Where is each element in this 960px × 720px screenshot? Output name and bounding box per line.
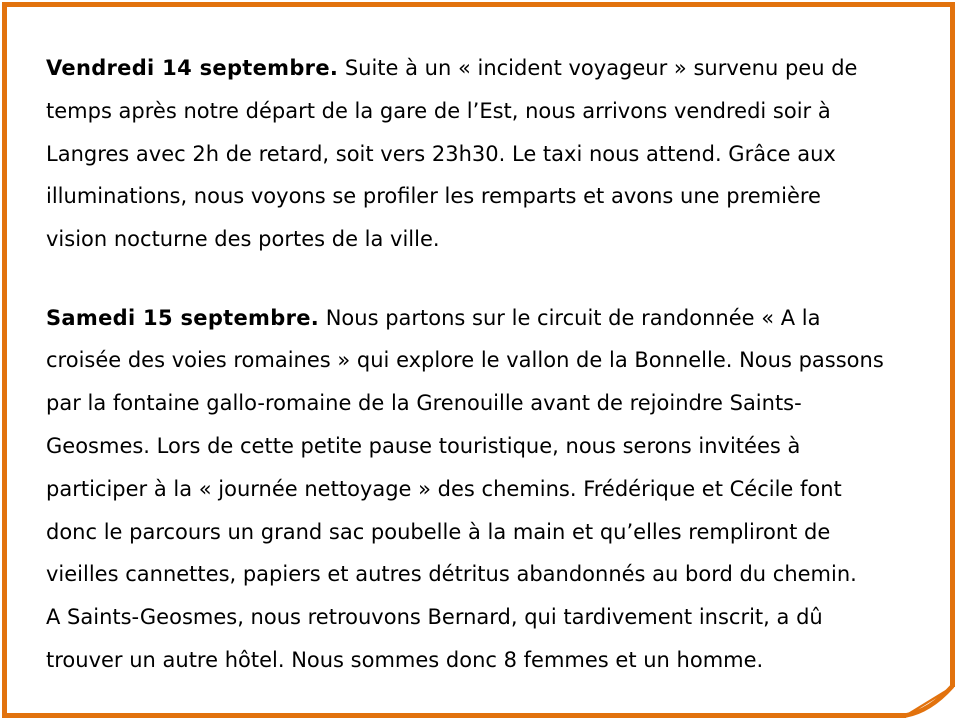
text-line: illuminations, nous voyons se profiler les remparts et avons une première [46,184,821,209]
text-line: Samedi 15 septembre. Nous partons sur le circuit de randonnée « A la [46,305,821,330]
text-line: participer à la « journée nettoyage » des chemins. Frédérique et Cécile font [46,476,842,501]
text-line: Geosmes. Lors de cette petite pause touristique, nous serons invitées à [46,433,801,458]
paragraph [46,297,918,682]
text-line: temps après notre départ de la gare de l’Est, nous arrivons vendredi soir à [46,98,831,123]
journal-text [46,47,918,682]
date-heading: Samedi 15 septembre. [46,305,320,330]
text-line: trouver un autre hôtel. Nous sommes donc 8 femmes et un homme. [46,647,764,672]
date-heading: Vendredi 14 septembre. [46,56,339,80]
text-line: par la fontaine gallo-romaine de la Grenouille avant de rejoindre Saints- [46,391,802,416]
page-curl-icon [906,687,953,716]
text-line: Langres avec 2h de retard, soit vers 23h30. Le taxi nous attend. Grâce aux [46,141,836,166]
paragraph [46,47,918,261]
text-line: vision nocturne des portes de la ville. [46,227,440,252]
text-line: donc le parcours un grand sac poubelle à la main et qu’elles rempliront de [46,519,831,544]
text-line: Vendredi 14 septembre. Suite à un « incident voyageur » survenu peu de [46,56,858,80]
text-line: vieilles cannettes, papiers et autres détritus abandonnés au bord du chemin. [46,562,857,587]
text-line: A Saints-Geosmes, nous retrouvons Bernard, qui tardivement inscrit, a dû [46,605,823,630]
text-line: croisée des voies romaines » qui explore le vallon de la Bonnelle. Nous passons [46,348,884,373]
